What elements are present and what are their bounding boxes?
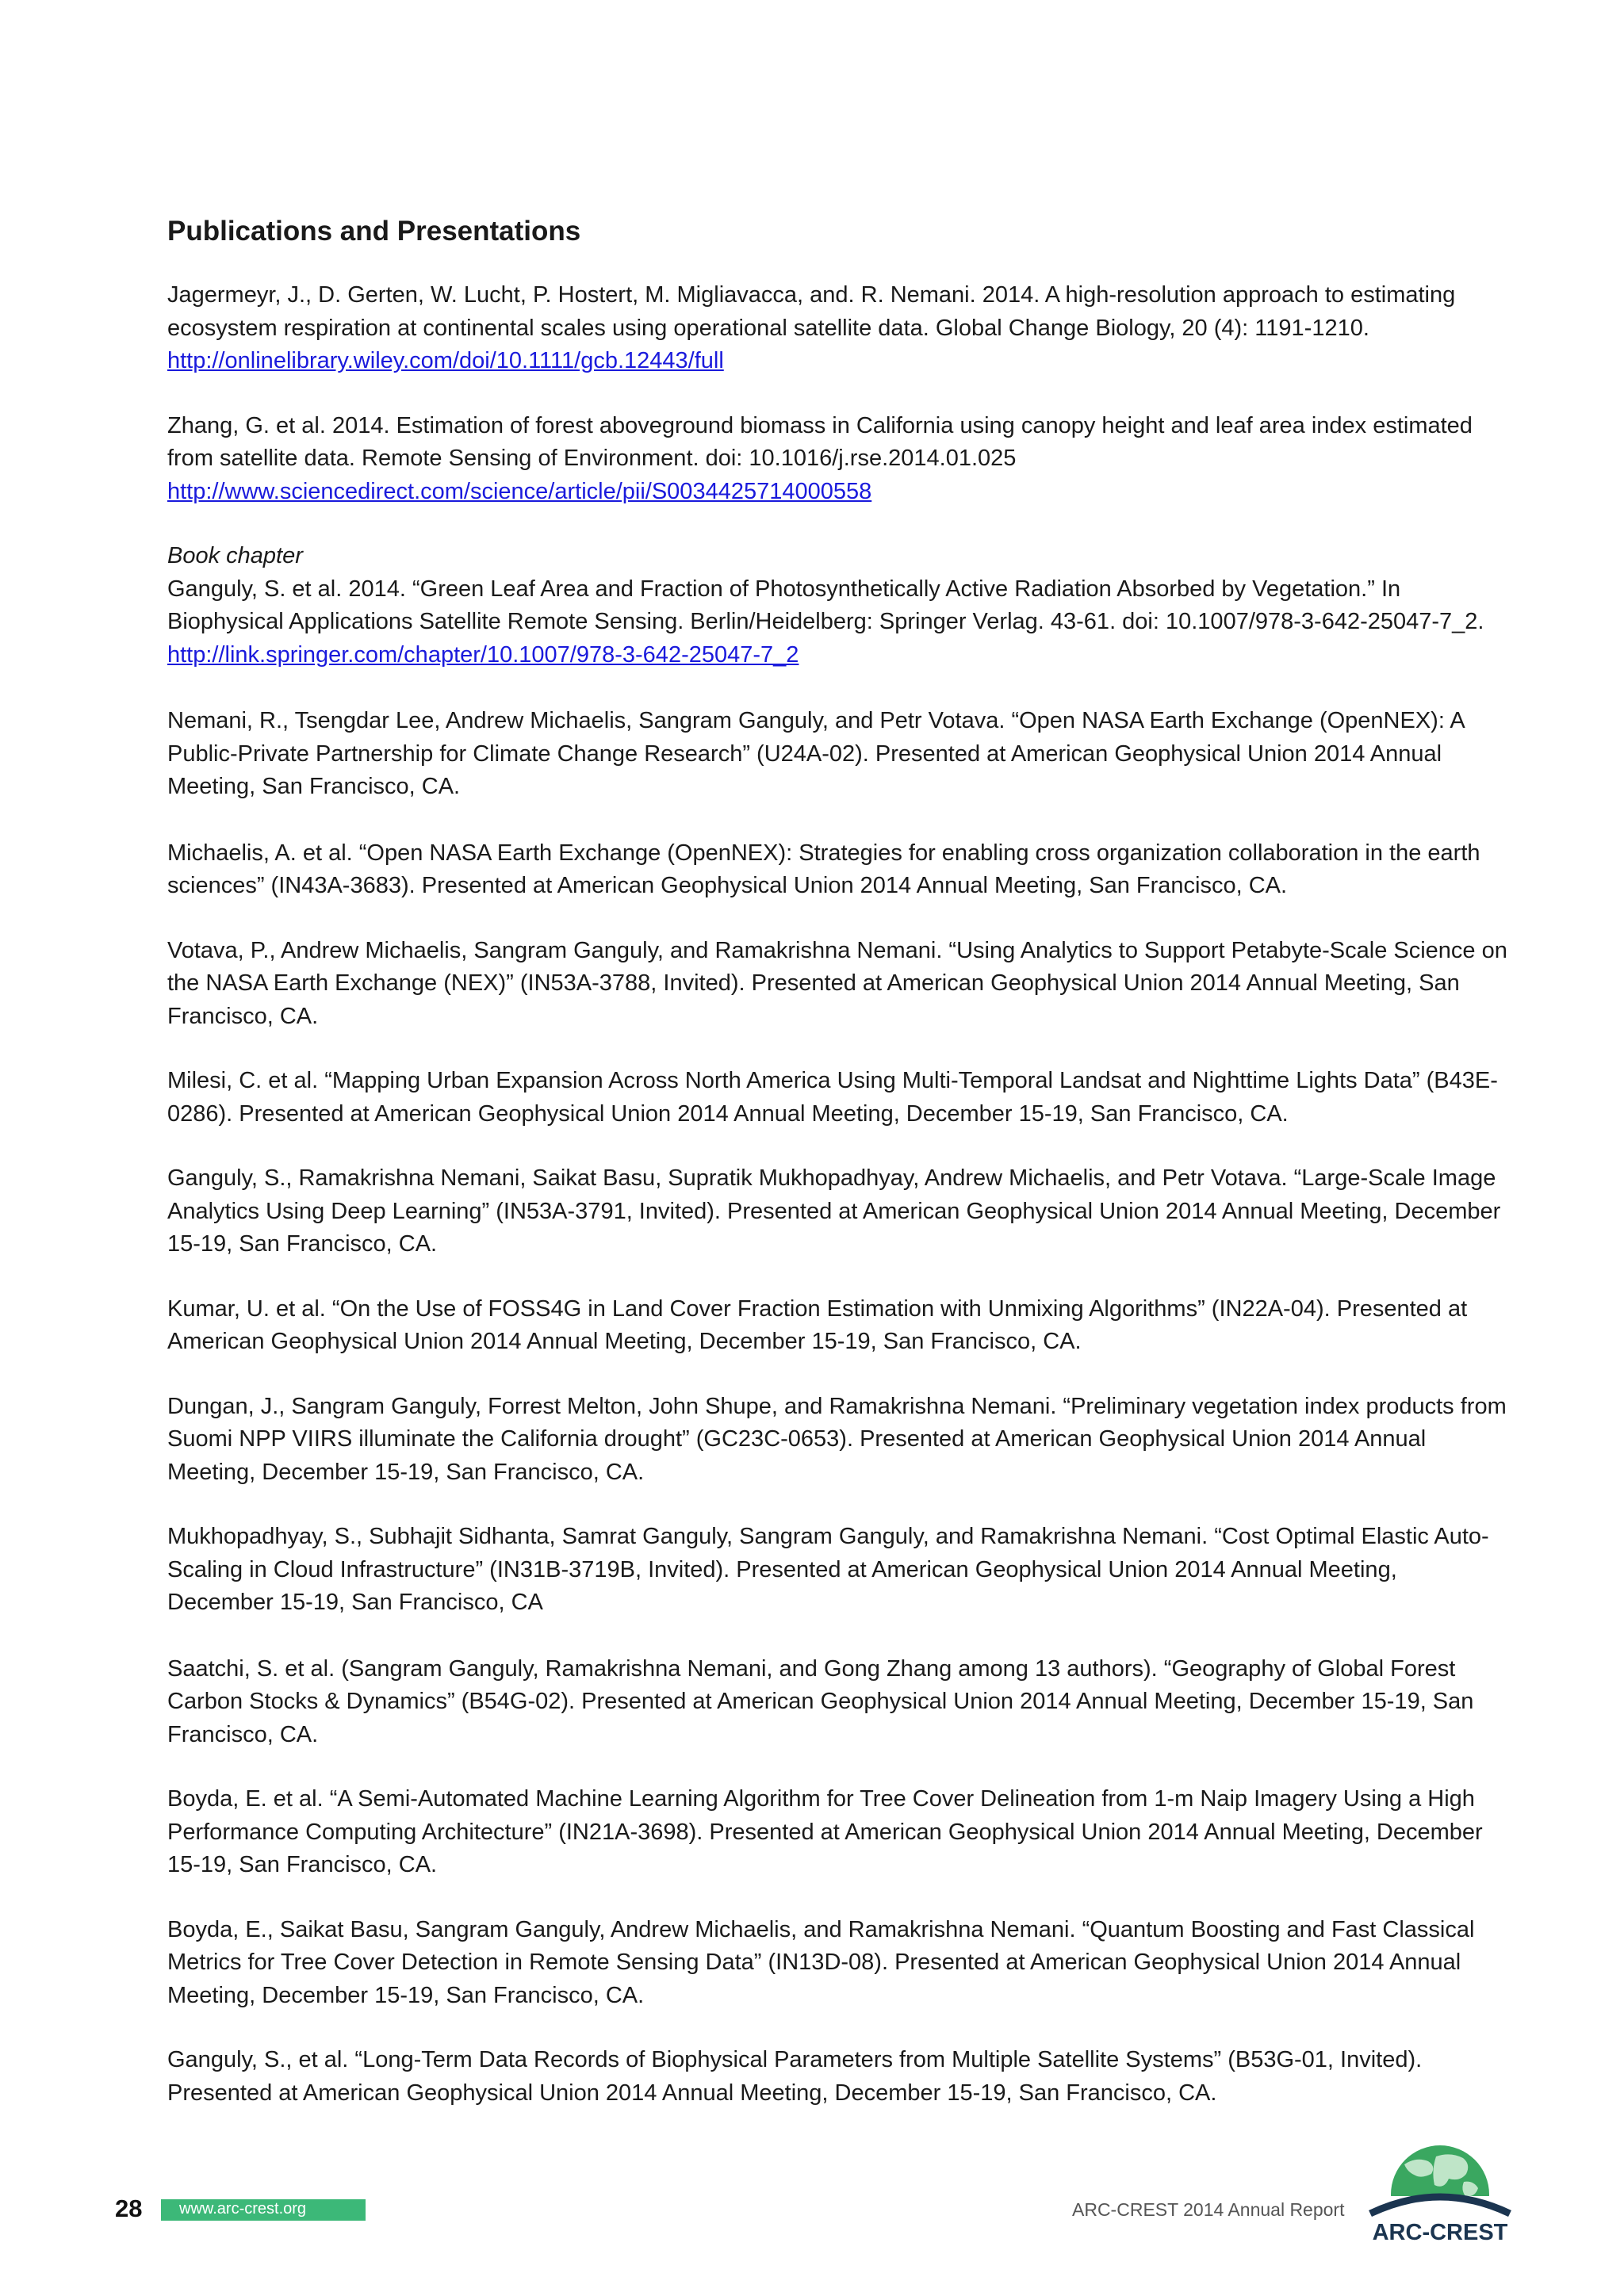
footer-url[interactable]: www.arc-crest.org bbox=[179, 2200, 307, 2218]
publication-entry: Kumar, U. et al. “On the Use of FOSS4G in Land Cover Fraction Estimation with Unmixing Algorithms” (IN22A-04). Presented at American Geophysical Union 2014 Annual Meeting, December 15-19, San Francisco, CA. bbox=[167, 1295, 1468, 1354]
publication-entry: Milesi, C. et al. “Mapping Urban Expansion Across North America Using Multi-Temporal Landsat and Nighttime Lights Data” (B43E-0286). Presented at American Geophysical Union 2014 Annual Meeting, December 15-19, San Francisco, CA. bbox=[167, 1068, 1498, 1127]
publication-entry: Boyda, E. et al. “A Semi-Automated Machine Learning Algorithm for Tree Cover Delineation from 1-m Naip Imagery Using a High Performance Computing Architecture” (IN21A-3698). Presented at American Geophysical Union 2014 Annual Meeting, December 15-19, San Francisco, CA. bbox=[167, 1786, 1483, 1877]
entry-text: Zhang, G. et al. 2014. Estimation of forest aboveground biomass in California using canopy height and leaf area index estimated from satellite data. Remote Sensing of Environment. doi: 10.1016/j.rse.2014.01.025 bbox=[167, 412, 1473, 471]
entry-link[interactable]: http://link.springer.com/chapter/10.1007/978-3-642-25047-7_2 bbox=[167, 641, 799, 668]
publication-entry: Mukhopadhyay, S., Subhajit Sidhanta, Samrat Ganguly, Sangram Ganguly, and Ramakrishna Nemani. “Cost Optimal Elastic Auto-Scaling in Cloud Infrastructure” (IN31B-3719B, Invited). Presented at American Geophysical Union 2014 Annual Meeting, December 15-19, San Francisco, CA bbox=[167, 1524, 1489, 1615]
logo-text: ARC-CREST bbox=[1372, 2220, 1508, 2245]
publication-entry: Dungan, J., Sangram Ganguly, Forrest Melton, John Shupe, and Ramakrishna Nemani. “Preliminary vegetation index products from Suomi NPP VIIRS illuminate the California drought” (GC23C-0653). Presented at American Geophysical Union 2014 Annual Meeting, December 15-19, San Francisco, CA. bbox=[167, 1393, 1507, 1485]
publication-entry: Nemani, R., Tsengdar Lee, Andrew Michaelis, Sangram Ganguly, and Petr Votava. “Open NASA Earth Exchange (OpenNEX): A Public-Private Partnership for Climate Change Research” (U24A-02). Presented at American Geophysical Union 2014 Annual Meeting, San Francisco, CA. bbox=[167, 708, 1465, 799]
publication-entry: Votava, P., Andrew Michaelis, Sangram Ganguly, and Ramakrishna Nemani. “Using Analytics to Support Petabyte-Scale Science on the NASA Earth Exchange (NEX)” (IN53A-3788, Invited). Presented at American Geophysical Union 2014 Annual Meeting, San Francisco, CA. bbox=[167, 937, 1507, 1029]
publications-section bbox=[167, 216, 1507, 2141]
publication-entry bbox=[167, 540, 1507, 672]
publication-entry bbox=[167, 279, 1507, 378]
publication-entry: Ganguly, S., Ramakrishna Nemani, Saikat Basu, Supratik Mukhopadhyay, Andrew Michaelis, and Petr Votava. “Large-Scale Image Analytics Using Deep Learning” (IN53A-3791, Invited). Presented at American Geophysical Union 2014 Annual Meeting, December 15-19, San Francisco, CA. bbox=[167, 1165, 1501, 1257]
entry-text: Jagermeyr, J., D. Gerten, W. Lucht, P. Hostert, M. Migliavacca, and. R. Nemani. 2014. A high-resolution approach to estimating ecosystem respiration at continental scales using operational satellite data. Global Change Biology, 20 (4): 1191-1210. bbox=[167, 282, 1456, 341]
publication-entry: Saatchi, S. et al. (Sangram Ganguly, Ramakrishna Nemani, and Gong Zhang among 13 authors). “Geography of Global Forest Carbon Stocks & Dynamics” (B54G-02). Presented at American Geophysical Union 2014 Annual Meeting, December 15-19, San Francisco, CA. bbox=[167, 1655, 1474, 1747]
publication-entry bbox=[167, 410, 1507, 509]
section-title: Publications and Presentations bbox=[167, 216, 581, 247]
entry-subheading: Book chapter bbox=[167, 543, 303, 568]
publication-entry: Boyda, E., Saikat Basu, Sangram Ganguly, Andrew Michaelis, and Ramakrishna Nemani. “Quantum Boosting and Fast Classical Metrics for Tree Cover Detection in Remote Sensing Data” (IN13D-08). Presented at American Geophysical Union 2014 Annual Meeting, December 15-19, San Francisco, CA. bbox=[167, 1916, 1475, 2008]
arc-crest-globe-icon bbox=[1361, 2133, 1519, 2228]
publication-entry: Ganguly, S., et al. “Long-Term Data Records of Biophysical Parameters from Multiple Satellite Systems” (B53G-01, Invited). Presented at American Geophysical Union 2014 Annual Meeting, December 15-19, San Francisco, CA. bbox=[167, 2047, 1423, 2106]
publication-entry: Michaelis, A. et al. “Open NASA Earth Exchange (OpenNEX): Strategies for enabling cross organization collaboration in the earth sciences” (IN43A-3683). Presented at American Geophysical Union 2014 Annual Meeting, San Francisco, CA. bbox=[167, 840, 1480, 898]
entry-text: Ganguly, S. et al. 2014. “Green Leaf Area and Fraction of Photosynthetically Active Radiation Absorbed by Vegetation.” In Biophysical Applications Satellite Remote Sensing. Berlin/Heidelberg: Springer Verlag. 43-61. doi: 10.1007/978-3-642-25047-7_2. bbox=[167, 576, 1484, 634]
footer-report-title: ARC-CREST 2014 Annual Report bbox=[1072, 2199, 1345, 2220]
entry-link[interactable]: http://www.sciencedirect.com/science/article/pii/S0034425714000558 bbox=[167, 478, 872, 504]
page-number: 28 bbox=[115, 2195, 143, 2222]
entry-link[interactable]: http://onlinelibrary.wiley.com/doi/10.1111/gcb.12443/full bbox=[167, 348, 724, 373]
